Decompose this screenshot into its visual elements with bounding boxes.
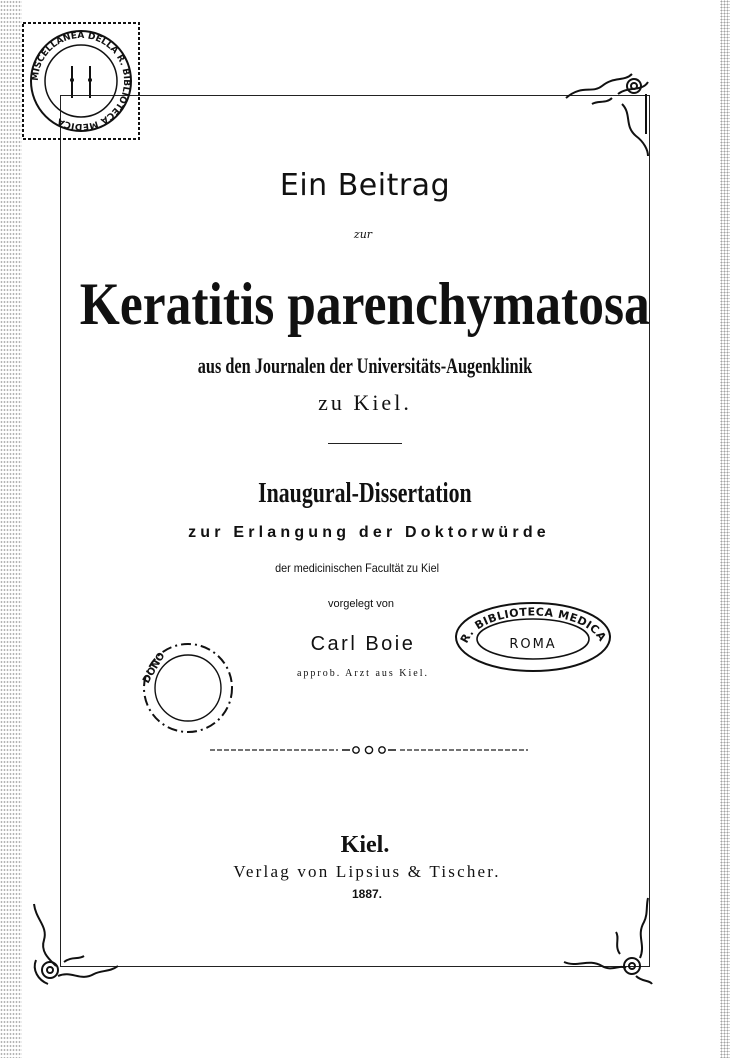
main-title: [0, 270, 730, 339]
dissertation-purpose: zur Erlangung der Doktorwürde: [188, 524, 550, 541]
divider-short: [328, 443, 402, 444]
ornament-corner-bottom-left: [28, 900, 120, 992]
dissertation-type-text: Inaugural-Dissertation: [258, 478, 472, 509]
author-name: Carl Boie: [310, 633, 416, 655]
subtitle: [0, 353, 730, 379]
stamp-city-text: ROMA: [509, 637, 557, 652]
ornament-corner-bottom-right: [562, 896, 654, 988]
library-stamp-top-left: [20, 20, 142, 142]
publication-city: Kiel.: [340, 832, 390, 858]
ornamental-divider: [210, 745, 528, 755]
publication-year: 1887.: [351, 887, 383, 901]
main-title-text: Keratitis parenchymatosa: [80, 271, 650, 339]
title-line-1: Ein Beitrag: [279, 168, 451, 203]
faculty-text: der medicinischen Facultät zu Kiel: [275, 561, 439, 575]
subtitle-place: zu Kiel.: [318, 390, 412, 415]
presented-by: vorgelegt von: [327, 598, 395, 610]
ornament-corner-top-right: [562, 64, 654, 156]
subtitle-text: aus den Journalen der Universitäts-Augenklinik: [197, 353, 533, 378]
publisher: Verlag von Lipsius & Tischer.: [233, 862, 501, 881]
title-connector: zur: [353, 228, 373, 241]
dissertation-type: [0, 478, 730, 510]
stamp-oval-text: R. BIBLIOTECA MEDICA: [457, 605, 609, 646]
faculty-line: [0, 561, 722, 575]
author-title: approb. Arzt aus Kiel.: [296, 668, 430, 679]
stamp-round-text: DONO: [141, 650, 168, 686]
stamp-circular-text: MISCELLANEA DELLA R. BIBLIOTECA MEDICA: [30, 30, 132, 132]
